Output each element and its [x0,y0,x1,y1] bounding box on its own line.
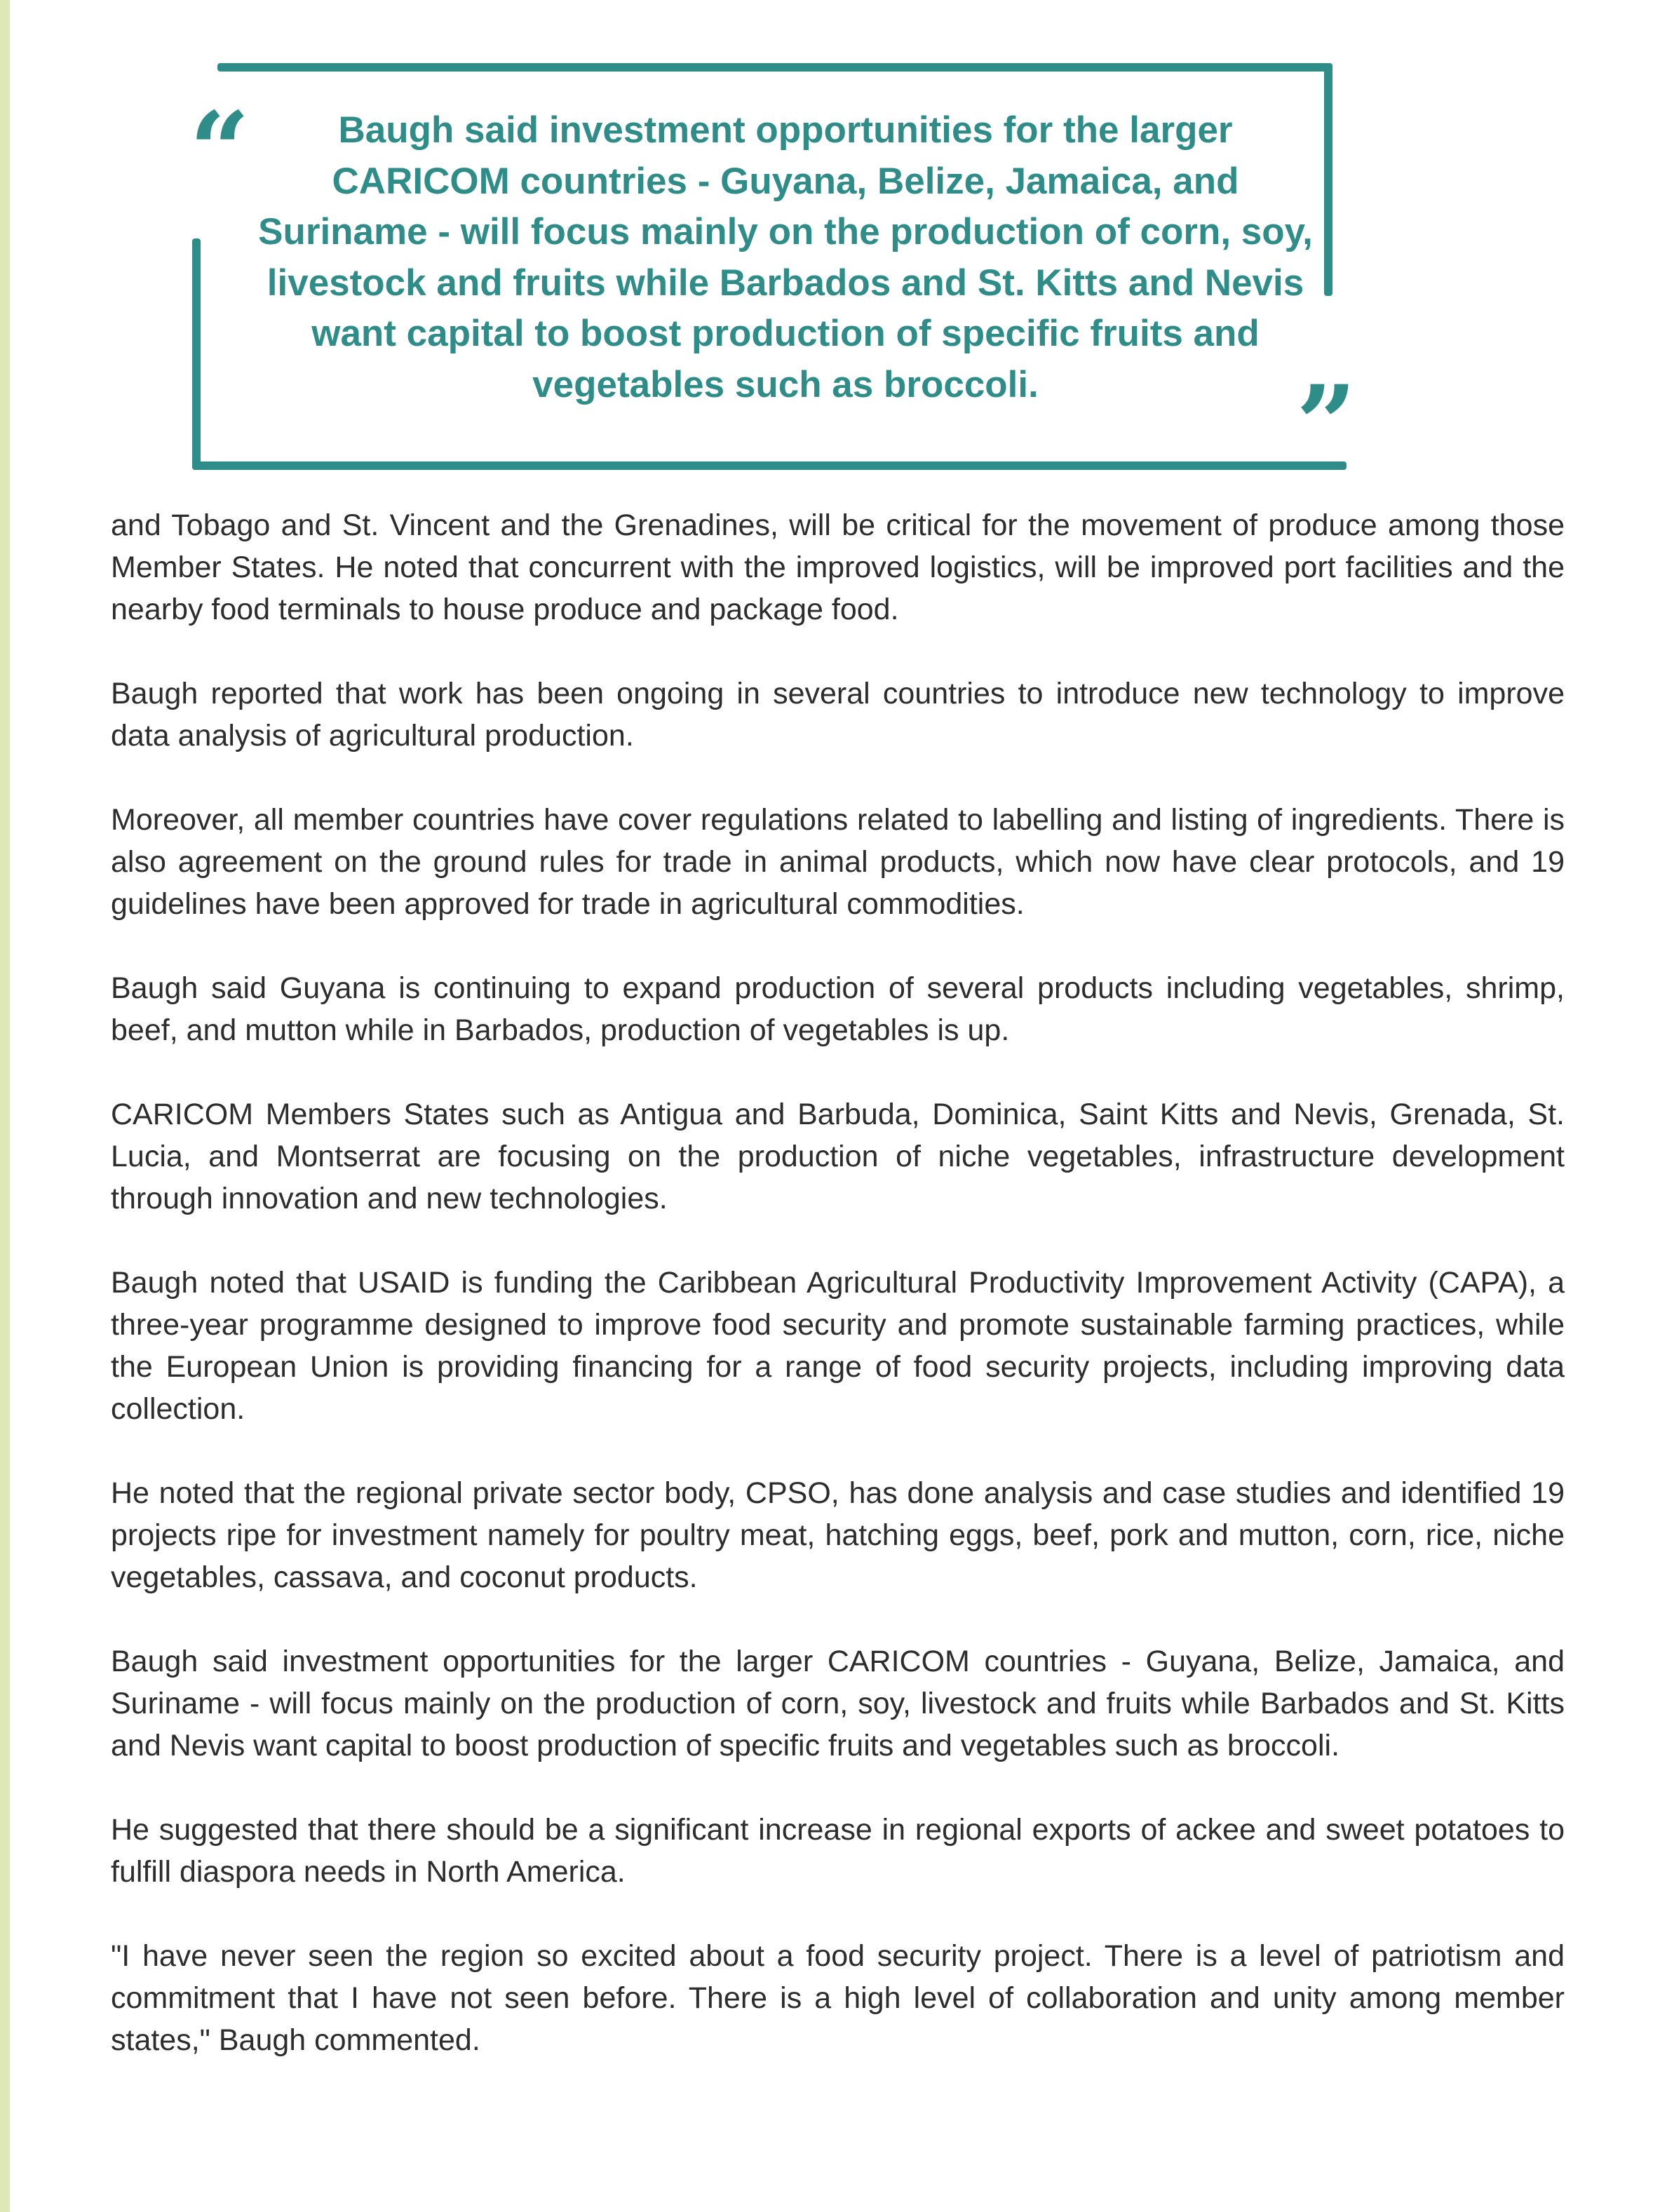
frame-bottom-line [192,461,1347,470]
pull-quote-text: Baugh said investment opportunities for the larger CARICOM countries - Guyana, Belize, Jamaica, and Suriname - will focus mainly on the production of corn, soy, livestock and fruits while Barbados and St. Kitts and Nevis want capital to boost production of specific fruits and vegetables such as broccoli. [258,109,1313,405]
paragraph: He suggested that there should be a significant increase in regional exports of ackee and sweet potatoes to fulfill diaspora needs in North America. [111,1813,1565,1889]
frame-top-line [217,63,1332,72]
frame-right-line [1324,63,1332,296]
paragraph: "I have never seen the region so excited about a food security project. There is a level of patriotism and commitment that I have not seen before. There is a high level of collaboration and unity among member states," Baugh commented. [111,1939,1565,2057]
paragraph: Baugh noted that USAID is funding the Caribbean Agricultural Productivity Improvement Activity (CAPA), a three-year programme designed to improve food security and promote sustainable farming practices, while the European Union is providing financing for a range of food security projects, including improving data collection. [111,1266,1565,1426]
open-quote-icon: “ [189,89,250,213]
page-edge-stripe [0,0,10,2212]
close-quote-icon: ” [1296,363,1357,486]
article-body [111,504,1565,2061]
paragraph: and Tobago and St. Vincent and the Grenadines, will be critical for the movement of produce among those Member States. He noted that concurrent with the improved logistics, will be improved port facilities and the nearby food terminals to house produce and package food. [111,508,1565,626]
paragraph: Moreover, all member countries have cover regulations related to labelling and listing of ingredients. There is also agreement on the ground rules for trade in animal products, which now have clear protocols, and 19 guidelines have been approved for trade in agricultural commodities. [111,803,1565,921]
paragraph: Baugh said investment opportunities for the larger CARICOM countries - Guyana, Belize, Jamaica, and Suriname - will focus mainly on the production of corn, soy, livestock and fruits while Barbados and St. Kitts and Nevis want capital to boost production of specific fruits and vegetables such as broccoli. [111,1645,1565,1762]
paragraph: Baugh reported that work has been ongoing in several countries to introduce new technology to improve data analysis of agricultural production. [111,677,1565,753]
paragraph: Baugh said Guyana is continuing to expand production of several products including vegetables, shrimp, beef, and mutton while in Barbados, production of vegetables is up. [111,971,1565,1047]
paragraph: He noted that the regional private sector body, CPSO, has done analysis and case studies and identified 19 projects ripe for investment namely for poultry meat, hatching eggs, beef, pork and mutton, corn, rice, niche vegetables, cassava, and coconut products. [111,1476,1565,1594]
paragraph: CARICOM Members States such as Antigua and Barbuda, Dominica, Saint Kitts and Nevis, Grenada, St. Lucia, and Montserrat are focusing on the production of niche vegetables, infrastructure development through innovation and new technologies. [111,1098,1565,1215]
frame-left-line [192,238,201,470]
